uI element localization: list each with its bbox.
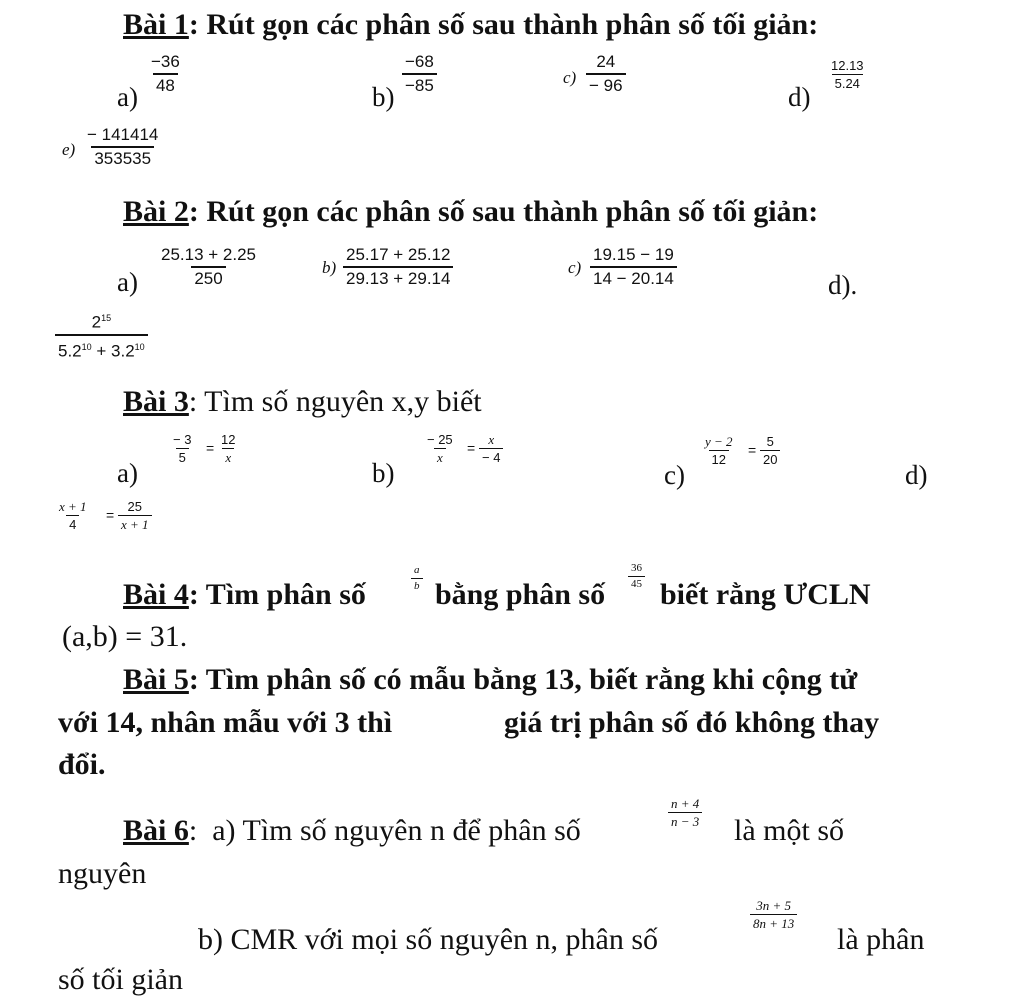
numerator: 12: [221, 432, 236, 447]
bai2-heading-text: : Rút gọn các phân số sau thành phân số tối giản:: [188, 195, 819, 228]
bai6-b-line2: số tối giản: [58, 963, 183, 996]
bai2-b-fraction: [343, 245, 453, 289]
power-exponent: 15: [101, 313, 112, 323]
numerator: x + 1: [59, 499, 87, 514]
denominator: n − 3: [668, 812, 702, 829]
bai6-a-fraction: [668, 796, 702, 829]
numerator: − 141414: [87, 125, 159, 144]
denominator: [55, 334, 148, 362]
power-base: 2: [91, 312, 102, 332]
denominator: 20: [760, 450, 780, 467]
equals-sign: =: [467, 440, 476, 456]
numerator: − 25: [427, 432, 453, 447]
bai2-a-label: a): [117, 267, 138, 297]
bai2-heading: [123, 195, 818, 229]
denominator: − 4: [479, 448, 503, 465]
numerator: 24: [596, 52, 616, 71]
denominator: x + 1: [118, 515, 152, 532]
numerator: 36: [631, 562, 642, 574]
numerator: 12.13: [831, 58, 864, 73]
equals-sign: =: [748, 442, 757, 458]
bai6-b-after: là phân: [837, 923, 925, 956]
numerator: [89, 308, 114, 334]
bai3-b-right-fraction: [479, 432, 503, 465]
denominator: −85: [402, 73, 437, 96]
bai6-a-after: là một số: [734, 814, 844, 847]
bai6-b-text: b) CMR với mọi số nguyên n, phân số: [198, 923, 659, 956]
denominator: 8n + 13: [750, 914, 797, 931]
numerator: 5: [766, 434, 774, 449]
denominator: 29.13 + 29.14: [343, 266, 453, 289]
bai1-e-label: e): [62, 140, 76, 159]
bai5-line1: [123, 663, 857, 697]
numerator: −36: [151, 52, 180, 71]
numerator: 25.13 + 2.25: [161, 245, 257, 264]
bai6-b-fraction: [750, 898, 797, 931]
bai4-text2: bằng phân số: [435, 578, 606, 611]
bai4-fraction-ab: [411, 564, 423, 593]
bai4-line1: [123, 578, 366, 612]
bai6-label: Bài 6: [123, 814, 189, 847]
bai3-label: Bài 3: [123, 385, 189, 418]
bai1-heading: [123, 8, 818, 42]
bai1-b-label: b): [372, 82, 395, 112]
bai4-line2: (a,b) = 31.: [62, 620, 188, 653]
denominator: 5.24: [832, 74, 863, 91]
bai1-d-fraction: [828, 58, 867, 91]
bai2-a-fraction: [158, 245, 259, 289]
bai4-text3: biết rằng ƯCLN: [660, 578, 871, 611]
numerator: n + 4: [671, 796, 700, 811]
bai3-b-left-fraction: [424, 432, 456, 465]
bai2-d-label: d).: [828, 270, 858, 300]
bai5-line2b: giá trị phân số đó không thay: [504, 706, 880, 739]
numerator: 3n + 5: [756, 898, 792, 913]
numerator: a: [414, 564, 420, 576]
bai3-a-left-fraction: [170, 432, 194, 465]
bai5-label: Bài 5: [123, 663, 189, 696]
denominator: b: [411, 578, 423, 593]
bai6-a-line1: [123, 814, 581, 848]
bai3-a-right-fraction: [218, 432, 238, 465]
numerator: 19.15 − 19: [593, 245, 674, 264]
numerator: −68: [405, 52, 434, 71]
bai1-a-fraction: [148, 52, 183, 96]
numerator: 25.17 + 25.12: [346, 245, 451, 264]
denominator: 48: [153, 73, 178, 96]
bai3-d-left-fraction: [56, 499, 90, 532]
den-exp-2: 10: [134, 341, 145, 352]
bai5-line1-text: : Tìm phân số có mẫu bằng 13, biết rằng khi cộng tử: [188, 663, 858, 696]
bai4-label: Bài 4: [123, 578, 189, 611]
bai3-heading-text: : Tìm số nguyên x,y biết: [188, 385, 482, 418]
bai3-c-right-fraction: [760, 434, 780, 467]
bai6-a-line2: nguyên: [58, 857, 147, 890]
bai3-c-label: c): [664, 460, 685, 490]
bai4-text1: : Tìm phân số: [188, 578, 366, 611]
bai1-c-label: c): [563, 68, 577, 87]
equals-sign: =: [106, 507, 115, 523]
numerator: − 3: [173, 432, 192, 447]
bai3-heading: [123, 385, 482, 419]
denominator: 5: [176, 448, 189, 465]
denominator: − 96: [586, 73, 626, 96]
equals-sign: =: [206, 440, 215, 456]
bai2-c-label: c): [568, 258, 582, 277]
denominator: 14 − 20.14: [590, 266, 677, 289]
bai1-heading-text: : Rút gọn các phân số sau thành phân số tối giản:: [188, 8, 819, 41]
den-exp-1: 10: [81, 341, 92, 352]
denominator: 353535: [91, 146, 154, 169]
denominator: 12: [709, 450, 729, 467]
bai3-b-label: b): [372, 458, 395, 488]
denominator: x: [222, 448, 234, 465]
den-term-1: 5.2: [58, 341, 82, 361]
bai3-a-label: a): [117, 458, 138, 488]
numerator-text: y − 2: [705, 434, 733, 449]
denominator: 4: [66, 515, 79, 532]
bai3-d-label: d): [905, 460, 928, 490]
bai1-d-label: d): [788, 82, 811, 112]
bai2-label: Bài 2: [123, 195, 189, 228]
denominator: 45: [628, 576, 645, 591]
numerator: x: [488, 432, 495, 447]
bai6-a-text: : a) Tìm số nguyên n để phân số: [188, 814, 581, 847]
bai1-a-label: a): [117, 82, 138, 112]
bai2-c-fraction: [590, 245, 677, 289]
bai2-b-label: b): [322, 258, 337, 277]
bai2-d-fraction: [55, 308, 148, 361]
bai5-line2a: với 14, nhân mẫu với 3 thì: [58, 706, 393, 739]
bai1-b-fraction: [402, 52, 437, 96]
bai1-label: Bài 1: [123, 8, 189, 41]
bai4-fraction-36-45: [628, 562, 645, 591]
bai5-line3: đổi.: [58, 748, 106, 781]
bai3-d-right-fraction: [118, 499, 152, 532]
bai3-c-left-fraction: [702, 434, 736, 467]
bai1-c-fraction: [586, 52, 626, 96]
bai1-e-fraction: [84, 125, 161, 169]
denominator: x: [434, 448, 446, 465]
den-term-2: + 3.2: [91, 341, 135, 361]
numerator: [702, 434, 736, 450]
denominator: 250: [191, 266, 225, 289]
numerator: 25: [127, 499, 142, 514]
